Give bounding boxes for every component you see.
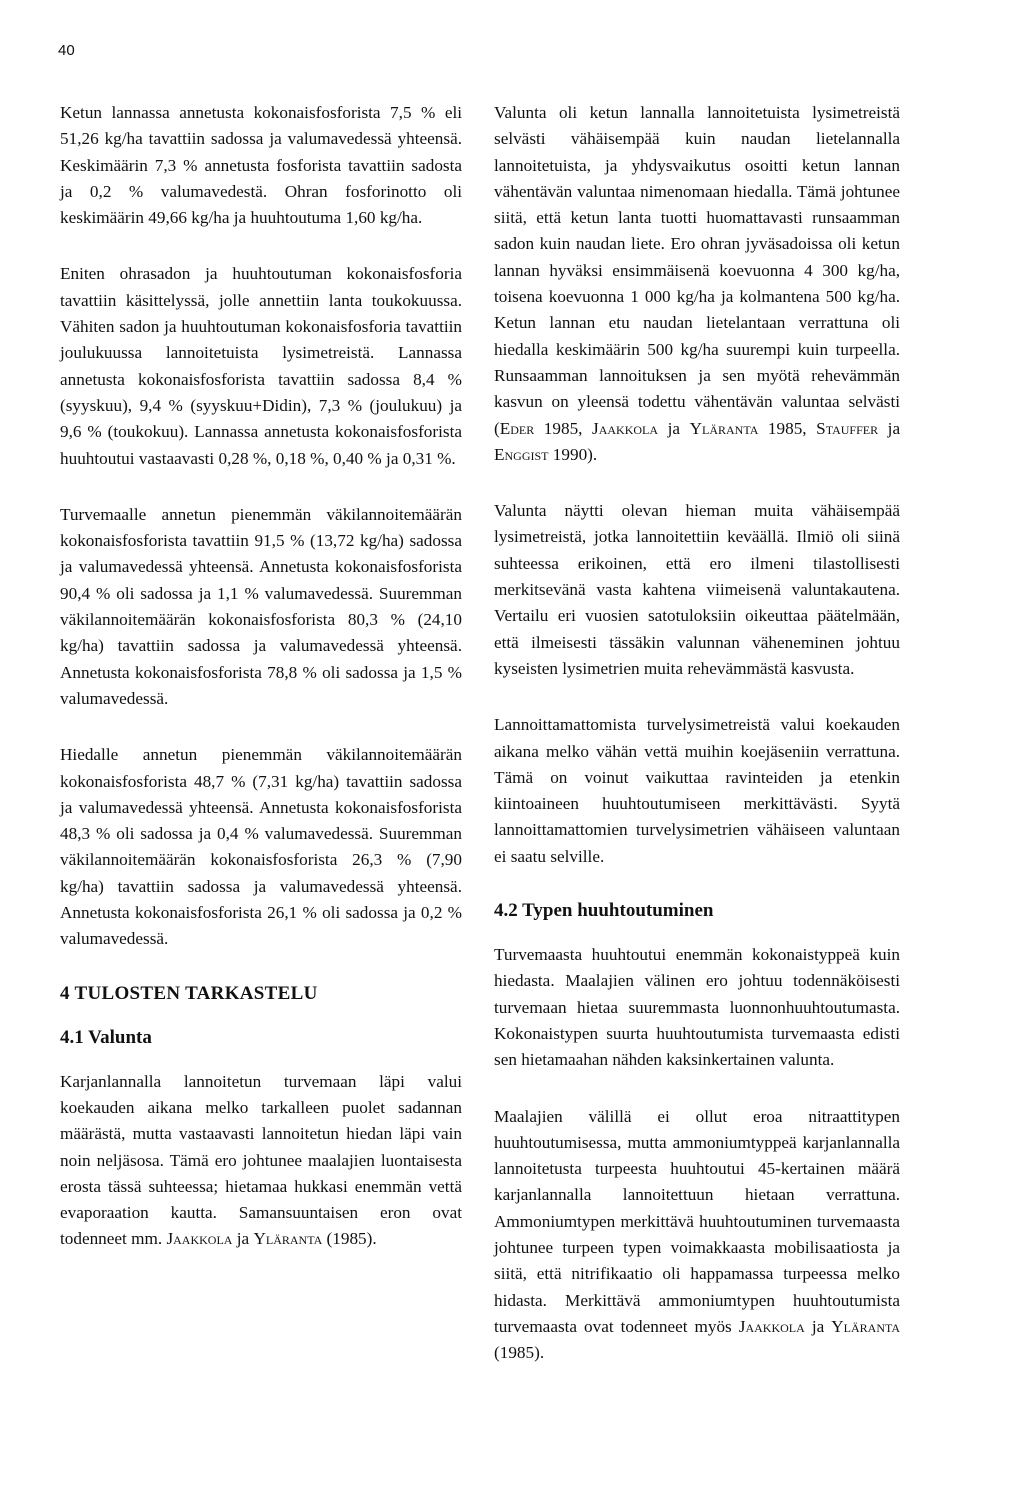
paragraph-fox-manure-phosphorus: Ketun lannassa annetusta kokonaisfosforista 7,5 % eli 51,26 kg/ha tavattiin sadossa ja valumavedessä yhteensä. Keskimäärin 7,3 % annetusta fosforista tavattiin sadosta ja 0,2 % valumavedestä. Ohran fosforinotto oli keskimäärin 49,66 kg/ha ja huuhtoutuma 1,60 kg/ha. [60, 103, 462, 228]
citation-author: Yläranta [689, 418, 759, 438]
subsection-heading-runoff: 4.1 Valunta [60, 1026, 152, 1048]
citation-author: Eder [499, 418, 535, 438]
paragraph-text: Valunta oli ketun lannalla lannoitetuista lysimetreistä selvästi vähäisempää kuin naudan lietelannalla lannoitetuista, ja yhdysvaikutus osoitti ketun lannan vähentävän valuntaa nimenomaan hiedalla. Tämä johtunee siitä, että ketun lanta tuotti huomattavasti runsaamman sadon kuin naudan liete. Ero ohran jyväsadoissa oli ketun lannan hyväksi ensimmäisenä koevuonna 4 300 kg/ha, toisena koevuonna 1 000 kg/ha ja kolmantena 500 kg/ha. Ketun lannan etu naudan lietelantaan verrattuna oli hiedalla keskimäärin 500 kg/ha suurempi kuin turpeella. Runsaamman lannoituksen ja sen myötä rehevämmän kasvun on yleensä todettu vähentävän valuntaa selvästi ( [494, 103, 900, 438]
citation-year: 1990). [552, 444, 598, 464]
paragraph-unfertilized-peat-runoff: Lannoittamattomista turvelysimetreistä valui koekauden aikana melko vähän vettä muihin koejäseniin verrattuna. Tämä on voinut vaikuttaa ravinteiden ja etenkin kiintoaineen huuhtoutumiseen merkittävästi. Syytä lannoittamattomien turvelysimetrien vähäiseen valuntaan ei saatu selville. [494, 715, 900, 866]
paragraph-barley-yield-phosphorus: Eniten ohrasadon ja huuhtoutuman kokonaisfosforia tavattiin käsittelyssä, jolle annettiin lanta toukokuussa. Vähiten sadon ja huuhtoutuman kokonaisfosforia tavattiin joulukuussa lannoitetuista lysimetreistä. Lannassa annetusta kokonaisfosforista tavattiin sadossa 8,4 % (syyskuu), 9,4 % (syyskuu+Didin), 7,3 % (joulukuu) ja 9,6 % (toukokuu). Lannassa annetusta kokonaisfosforista huuhtoutui vastaavasti 0,28 %, 0,18 %, 0,40 % ja 0,31 %. [60, 264, 462, 468]
right-column [494, 100, 900, 1396]
citation-conjunction: ja [667, 418, 681, 438]
citation-year: 1985, [767, 418, 807, 438]
left-column [60, 100, 462, 1283]
citation-author: Enggist [494, 444, 549, 464]
page-number: 40 [58, 42, 75, 59]
paragraph-ammonium-nitrogen-leaching [494, 1104, 900, 1367]
subsection-heading-nitrogen: 4.2 Typen huuhtoutuminen [494, 900, 714, 922]
paragraph-text: Karjanlannalla lannoitetun turvemaan läpi valui koekauden aikana melko tarkalleen puolet sadannan määrästä, mutta vastaavasti lannoitetun hiedan läpi vain noin neljäsosa. Tämä ero johtunee maalajien luontaisesta erosta tässä suhteessa; hietamaa hukkasi enemmän vettä evaporaation kautta. Samansuuntaisen eron ovat todenneet mm. [60, 1071, 462, 1249]
paragraph-runoff-peat-silt [60, 1069, 462, 1253]
paragraph-spring-fertilized-runoff: Valunta näytti olevan hieman muita vähäisempää lysimetreistä, jotka lannoitettiin keväällä. Ilmiö oli siinä suhteessa erikoinen, että ero ilmeni tilastollisesti merkitsevänä vasta kahtena viimeisenä valuntakautena. Vertailu eri vuosien satotuloksiin oikeuttaa päätelmään, että ilmeisesti tässäkin valunnan väheneminen johtuu kyseisten lysimetrien muita rehevämmästä kasvusta. [494, 501, 900, 678]
citation-conjunction: ja [236, 1229, 250, 1249]
paragraph-runoff-fox-manure [494, 100, 900, 468]
citation-author: Jaakkola [166, 1229, 233, 1249]
citation-author: Stauffer [816, 418, 879, 438]
citation-year: 1985, [543, 418, 583, 438]
paragraph-silt-fertilizer-phosphorus: Hiedalle annetun pienemmän väkilannoitemäärän kokonaisfosforista 48,7 % (7,31 kg/ha) tavattiin sadossa ja valumavedessä yhteensä. Annetusta kokonaisfosforista 48,3 % oli sadossa ja 0,4 % valumavedessä. Suuremman väkilannoitemäärän kokonaisfosforista 26,3 % (7,90 kg/ha) tavattiin sadossa ja valumavedessä yhteensä. Annetusta kokonaisfosforista 26,1 % oli sadossa ja 0,2 % valumavedessä. [60, 745, 462, 949]
citation-conjunction: ja [887, 418, 901, 438]
citation-author: Jaakkola [592, 418, 659, 438]
paragraph-total-nitrogen-leaching: Turvemaasta huuhtoutui enemmän kokonaistyppeä kuin hiedasta. Maalajien välinen ero johtuu todennäköisesti turvemaan hietaa suuremmasta luonnonhuuhtoutumasta. Kokonaistypen suurta huuhtoutumista turvemaasta edisti sen hietamaahan nähden kaksinkertainen valunta. [494, 945, 900, 1070]
citation-author: Jaakkola [738, 1316, 805, 1336]
citation-year: (1985). [326, 1229, 377, 1249]
citation-conjunction: ja [811, 1316, 825, 1336]
citation-year: (1985). [494, 1343, 545, 1363]
paragraph-text: Maalajien välillä ei ollut eroa nitraattitypen huuhtoutumisessa, mutta ammoniumtyppeä karjanlannalla lannoitetusta turpeesta huuhtoutui 45-kertainen määrä karjanlannalla lannoitettuun hietaan verrattuna. Ammoniumtypen merkittävä huuhtoutuminen turvemaasta johtunee turpeen typen voimakkaasta mobilisaatiosta ja siitä, että nitrifikaatio oli happamassa turpeessa melko hidasta. Merkittävä ammoniumtypen huuhtoutumista turvemaasta ovat todenneet myös [494, 1106, 900, 1336]
citation-author: Yläranta [253, 1229, 323, 1249]
paragraph-peat-fertilizer-phosphorus: Turvemaalle annetun pienemmän väkilannoitemäärän kokonaisfosforista tavattiin 91,5 % (13,72 kg/ha) sadossa ja valumavedessä yhteensä. Annetusta kokonaisfosforista 90,4 % oli sadossa ja 1,1 % valumavedessä. Suuremman väkilannoitemäärän kokonaisfosforista 80,3 % (24,10 kg/ha) tavattiin sadossa ja valumavedessä yhteensä. Annetusta kokonaisfosforista 78,8 % oli sadossa ja 1,5 % valumavedessä. [60, 504, 462, 708]
citation-author: Yläranta [831, 1316, 901, 1336]
section-heading: 4 TULOSTEN TARKASTELU [60, 982, 318, 1004]
